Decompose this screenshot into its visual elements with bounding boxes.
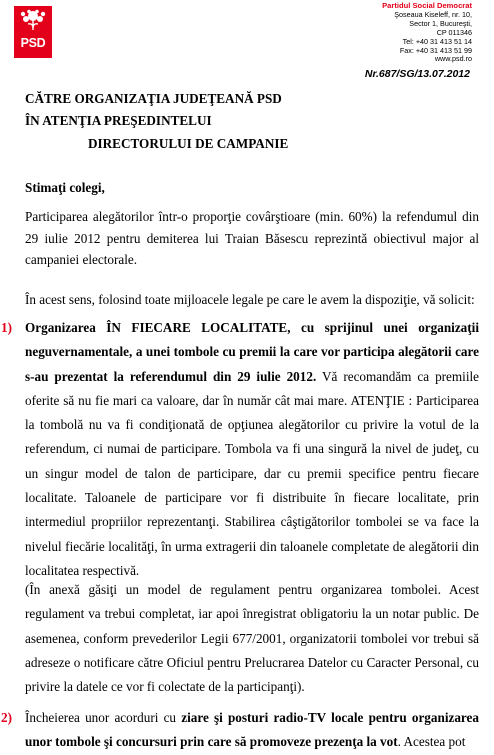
rose-icon (18, 9, 48, 31)
psd-logo (14, 6, 52, 58)
item-2-body-a: Încheierea unor acorduri cu (25, 710, 182, 725)
address-line: Şoseaua Kiseleff, nr. 10, (394, 9, 472, 19)
addressee-line-2: ÎN ATENŢIA PREŞEDINTELUI (25, 113, 212, 128)
annex-note: (În anexă găsiţi un model de regulament pentru organizarea tombolei. Acest regulament va trebui completat, iar apoi înregistrat obligatoriu la un notar public. De asemenea, conform prevederilor Legii 677/2001, organizatorii tombolei vor trebui să adreseze o notificare către Oficiul pentru Prelucrarea Datelor cu Caracter Personal, cu privire la datele ce vor fi colectate de la participanţi). (25, 582, 479, 695)
item-2-number: 2) (1, 710, 12, 725)
greeting: Stimaţi colegi, (25, 180, 105, 195)
logo-text: PSD (20, 36, 46, 50)
lead-paragraph: În acest sens, folosind toate mijloacele legale pe care le avem la dispoziţie, vă solicit: (25, 292, 475, 307)
item-1-bold: Organizarea ÎN FIECARE LOCALITATE, cu sprijinul unei organizaţii neguvernamentale, a unei tombole cu premii la care vor participa alegătorii care s-au prezentat la referendumul din 29 iulie 2012. (25, 320, 479, 384)
item-2-body-b: . Acestea pot (397, 734, 466, 750)
item-1-text (25, 316, 479, 583)
phone-line: Tel: +40 31 413 51 14 (402, 36, 472, 46)
item-2-bold: ziare şi posturi radio-TV locale pentru organizarea unor tombole şi concursuri prin care să promoveze prezenţa la vot (25, 710, 479, 750)
party-name: Partidul Social Democrat (382, 1, 472, 10)
item-2-text (25, 706, 479, 755)
item-1-number: 1) (1, 320, 12, 335)
intro-paragraph: Participarea alegătorilor într-o proporţie covârştioare (min. 60%) la refendumul din 29 iulie 2012 pentru demiterea lui Traian Băsescu reprezintă obiectivul major al campaniei electorale. (25, 209, 479, 268)
addressee-line-1: CĂTRE ORGANIZAŢIA JUDEŢEANĂ PSD (25, 91, 282, 106)
fax-line: Fax: +40 31 413 51 99 (399, 45, 472, 55)
addressee-line-3: DIRECTORULUI DE CAMPANIE (88, 136, 289, 151)
item-1-body: Vă recomandăm ca premiile oferite să nu fie mari ca valoare, dar în număr cât mai mare. ATENŢIE : Participarea la tombolă nu va fi condiţionată de opţiunea alegătorilor cu privire la votul de la referendum, ci numai de participare. Tombola va fi una singură la nivel de judeţ, cu un singur model de talon de participare, dar cu premii specifice pentru fiecare localitate. Taloanele de participare vor fi distribuite în fiecare localitate, prin intermediul propriilor reprezentanţi. Stabilirea câştigătorilor tombolei se va face la nivelul fiecărie localităţi, în urma extragerii din taloanele completate de alegătorii din localitatea respectivă. (25, 368, 480, 578)
website-line: www.psd.ro (434, 54, 472, 64)
address-line: Sector 1, Bucureşti, (409, 18, 472, 28)
address-line: CP 011346 (436, 27, 472, 37)
address-block (382, 2, 472, 64)
reference-number: Nr.687/SG/13.07.2012 (364, 68, 470, 80)
